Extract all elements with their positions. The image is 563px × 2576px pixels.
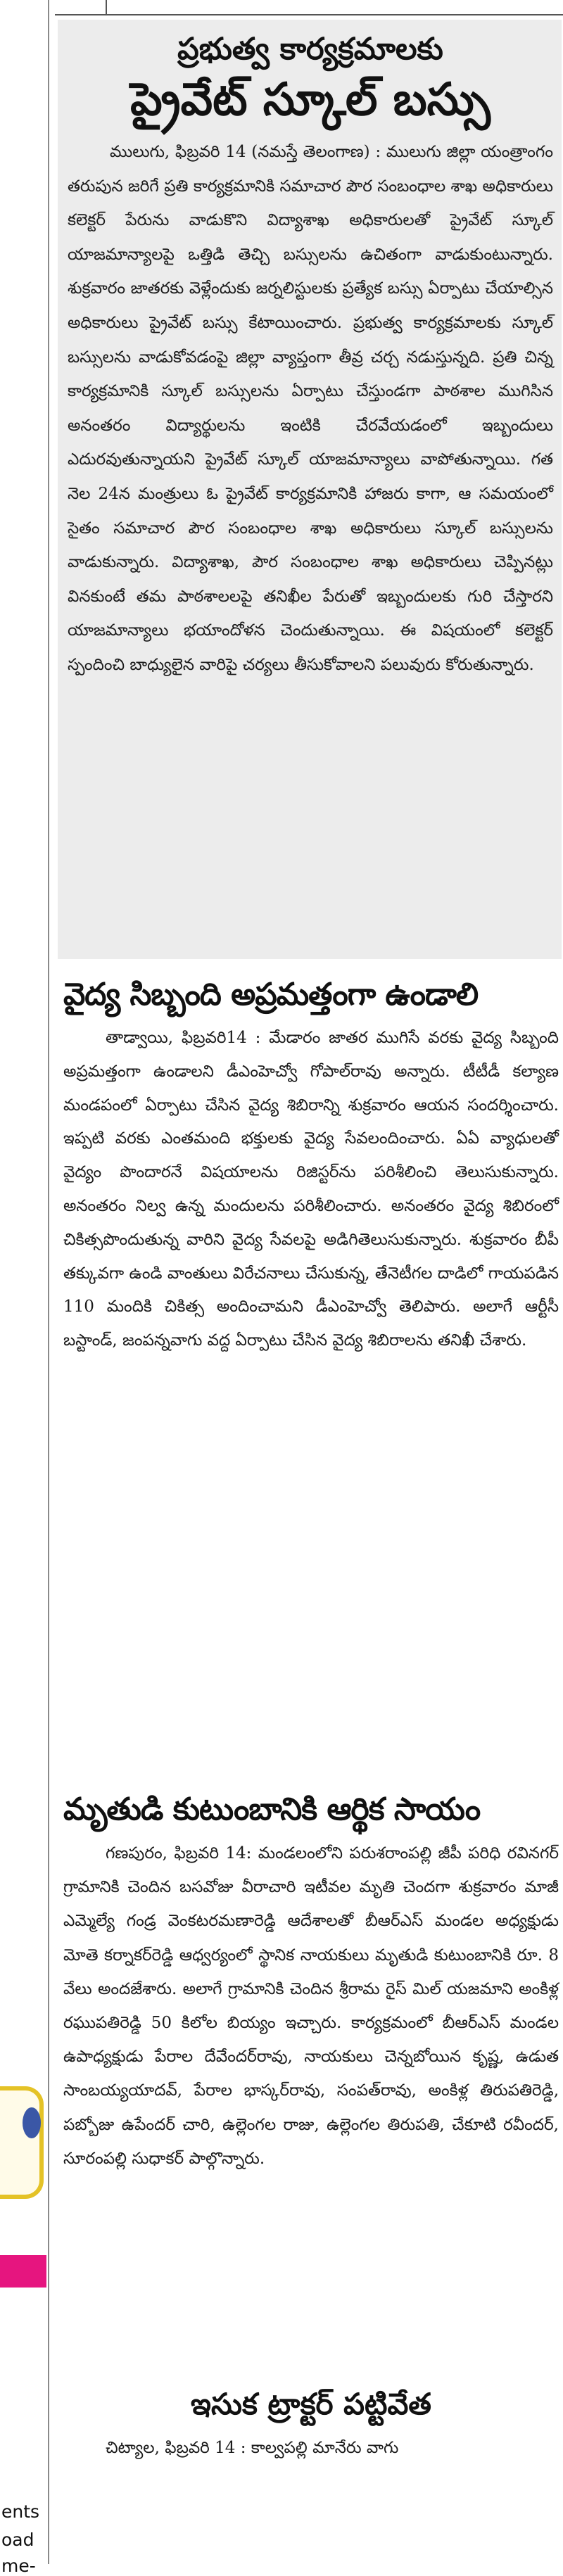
story-body [68, 135, 553, 683]
story-body [63, 1022, 559, 1358]
adjacent-text-fragment: ents [1, 2501, 40, 2522]
column-divider [48, 0, 49, 2564]
story-body [63, 1836, 559, 2176]
story-headline: ప్రైవేట్ స్కూల్ బస్సు [130, 74, 491, 126]
story-headline: ఇసుక ట్రాక్టర్ పట్టివేత [191, 2387, 431, 2421]
story-kicker: ప్రభుత్వ కార్యక్రమాలకు [177, 32, 443, 67]
story-body [63, 2431, 559, 2465]
story-sand-tractor [58, 2382, 562, 2465]
story-private-school-bus [58, 20, 562, 959]
story-body-text: ములుగు, ఫిబ్రవరి 14 (నమస్తే తెలంగాణ) : ములుగు జిల్లా యంత్రాంగం తరుపున జరిగే ప్రతి కార్యక్రమానికి సమాచార పౌర సంబంధాల శాఖ అధికారులు కలెక్టర్ పేరును వాడుకొని విద్యాశాఖ అధికారులతో ప్రైవేట్ స్కూల్ యాజమాన్యాలపై ఒత్తిడి తెచ్చి బస్సులను ఉచితంగా వాడుకుంటున్నారు. శుక్రవారం జాతరకు వెళ్లేందుకు జర్నలిస్టులకు ప్రత్యేక బస్సు ఏర్పాటు చేయాల్సిన అధికారులు ప్రైవేట్ బస్సు కేటాయించారు. ప్రభుత్వ కార్యక్రమాలకు స్కూల్ బస్సులను వాడుకోవడంపై జిల్లా వ్యాప్తంగా తీవ్ర చర్చ నడుస్తున్నది. ప్రతి చిన్న కార్యక్రమానికి స్కూల్ బస్సులను ఏర్పాటు చేస్తుండగా పాఠశాల ముగిసిన అనంతరం విద్యార్థులను ఇంటికి చేరవేయడంలో ఇబ్బందులు ఎదురవుతున్నాయని ప్రైవేట్ స్కూల్ యాజమాన్యాలు వాపోతున్నాయి. గత నెల 24న మంత్రులు ఓ ప్రైవేట్ కార్యక్రమానికి హాజరు కాగా, ఆ సమయంలో సైతం సమాచార పౌర సంబంధాల శాఖ అధికారులు స్కూల్ బస్సులను వాడుకున్నారు. విద్యాశాఖ, పౌర సంబంధాల శాఖ అధికారులు చెప్పినట్లు వినకుంటే తమ పాఠశాలలపై తనిఖీల పేరుతో ఇబ్బందులకు గురి చేస్తారని యాజమాన్యాలు భయాందోళన చెందుతున్నాయి. ఈ విషయంలో కలెక్టర్ స్పందించి బాధ్యులైన వారిపై చర్యలు తీసుకోవాలని పలువురు కోరుతున్నారు. [68, 143, 553, 674]
story-headline: మృతుడి కుటుంబానికి ఆర్థిక సాయం [63, 1791, 481, 1827]
top-rule-stub [106, 0, 107, 14]
story-financial-aid [58, 1787, 562, 2176]
adjacent-text-fragment: me- [1, 2556, 36, 2576]
story-body-text: గణపురం, ఫిబ్రవరి 14: మండలంలోని పరుశరాంపల్లి జీపీ పరిధి రవినగర్ గ్రామానికి చెందిన బసవోజు వీరాచారి ఇటీవల మృతి చెందగా శుక్రవారం మాజీ ఎమ్మెల్యే గండ్ర వెంకటరమణారెడ్డి ఆదేశాలతో బీఆర్ఎస్ మండల అధ్యక్షుడు మోతె కర్నాకర్‌రెడ్డి ఆధ్వర్యంలో స్థానిక నాయకులు మృతుడి కుటుంబానికి రూ. 8 వేలు అందజేశారు. అలాగే గ్రామానికి చెందిన శ్రీరామ రైస్ మిల్ యజమాని అంకిళ్ల రఘుపతిరెడ్డి 50 కిలోల బియ్యం ఇచ్చారు. కార్యక్రమంలో బీఆర్ఎస్ మండల ఉపాధ్యక్షుడు పేరాల దేవేందర్‌రావు, నాయకులు చెన్నబోయిన కృష్ణ, ఉడుత సాంబయ్యయాదవ్, పేరాల భాస్కర్‌రావు, సంపత్‌రావు, అంకిళ్ల తిరుపతిరెడ్డి, పబ్బోజు ఉపేందర్ చారి, ఉల్లెంగల రాజు, ఉల్లెంగల తిరుపతి, చేకూటి రవీందర్, సూరంపల్లి సుధాకర్ పాల్గొన్నారు. [63, 1844, 559, 2168]
top-rule [55, 14, 563, 15]
adjacent-text-fragment: oad [1, 2530, 34, 2550]
story-medical-staff [58, 972, 562, 1358]
adjacent-ad-graphic [23, 2107, 41, 2138]
adjacent-ad-banner [0, 2255, 46, 2288]
story-body-text: తాడ్వాయి, ఫిబ్రవరి14 : మేడారం జాతర ముగిసే వరకు వైద్య సిబ్బంది అప్రమత్తంగా ఉండాలని డీఎంహెచ్వో గోపాల్‌రావు అన్నారు. టీటీడీ కల్యాణ మండపంలో ఏర్పాటు చేసిన వైద్య శిబిరాన్ని శుక్రవారం ఆయన సందర్శించారు. ఇప్పటి వరకు ఎంతమంది భక్తులకు వైద్య సేవలందించారు. ఏఏ వ్యాధులతో వైద్యం పొందారనే విషయాలను రిజిస్టర్‌ను పరిశీలించి తెలుసుకున్నారు. అనంతరం నిల్వ ఉన్న మందులను పరిశీలించారు. అనంతరం వైద్య శిబిరంలో చికిత్సపొందుతున్న వారిని వైద్య సేవలపై అడిగితెలుసుకున్నారు. శుక్రవారం బీపీ తక్కువగా ఉండి వాంతులు విరేచనాలు చేసుకున్న, తేనెటీగల దాడిలో గాయపడిన 110 మందికి చికిత్స అందించామని డీఎంహెచ్వో తెలిపారు. అలాగే ఆర్టీసీ బస్టాండ్, జంపన్నవాగు వద్ద ఏర్పాటు చేసిన వైద్య శిబిరాలను తనిఖీ చేశారు. [63, 1029, 559, 1350]
story-body-text: చిట్యాల, ఫిబ్రవరి 14 : కాల్వపల్లి మానేరు వాగు [106, 2439, 399, 2457]
story-headline: వైద్య సిబ్బంది అప్రమత్తంగా ఉండాలి [63, 977, 479, 1013]
adjacent-ad-frame [0, 2086, 44, 2199]
